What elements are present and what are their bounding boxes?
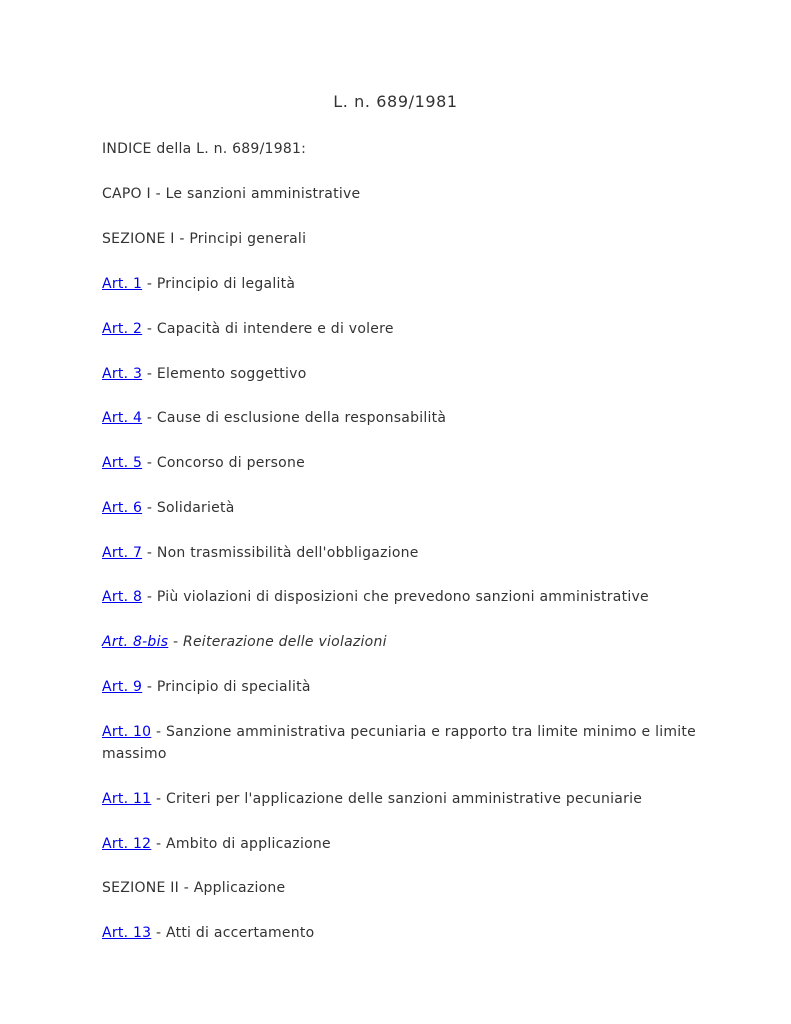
article-link[interactable]: Art. 6 (102, 500, 143, 516)
separator: - (142, 679, 157, 695)
article-link[interactable]: Art. 7 (102, 545, 143, 561)
article-entry (102, 363, 702, 385)
article-title: Ambito di applicazione (166, 836, 331, 852)
article-title: Principio di legalità (156, 276, 296, 292)
article-entry (102, 676, 702, 698)
separator: - (142, 321, 157, 337)
article-title: Reiterazione delle violazioni (182, 634, 387, 650)
separator: - (142, 500, 157, 516)
article-title: Capacità di intendere e di volere (156, 321, 394, 337)
article-title: Non trasmissibilità dell'obbligazione (156, 545, 419, 561)
separator: - (151, 925, 166, 941)
article-title: Sanzione amministrativa pecuniaria e rapporto tra limite minimo e limite massimo (102, 724, 697, 762)
capo-heading (102, 183, 702, 205)
separator: - (142, 545, 157, 561)
sezione-heading (102, 877, 702, 899)
article-link[interactable]: Art. 8-bis (102, 634, 169, 650)
separator: - (142, 410, 157, 426)
index-heading: INDICE della L. n. 689/1981: (102, 141, 307, 157)
article-link[interactable]: Art. 4 (102, 410, 143, 426)
article-entry (102, 833, 702, 855)
article-link[interactable]: Art. 3 (102, 366, 143, 382)
article-title: Solidarietà (156, 500, 235, 516)
document-title: L. n. 689/1981 (333, 92, 458, 111)
sezione-label: SEZIONE II (102, 880, 179, 896)
article-link[interactable]: Art. 8 (102, 589, 143, 605)
article-title: Cause di esclusione della responsabilità (156, 410, 447, 426)
article-link[interactable]: Art. 1 (102, 276, 143, 292)
sezione-title: Principi generali (189, 231, 307, 247)
article-entry (102, 318, 702, 340)
article-title: Più violazioni di disposizioni che prevedono sanzioni amministrative (156, 589, 649, 605)
article-entry (102, 631, 702, 653)
separator: - (150, 186, 166, 202)
article-entry (102, 586, 702, 608)
article-link[interactable]: Art. 11 (102, 791, 152, 807)
article-entry (102, 542, 702, 564)
article-title: Principio di specialità (156, 679, 311, 695)
article-entry (102, 721, 702, 765)
sezione-title: Applicazione (193, 880, 286, 896)
separator: - (142, 366, 157, 382)
separator: - (142, 276, 157, 292)
article-link[interactable]: Art. 10 (102, 724, 152, 740)
article-entry (102, 788, 702, 810)
separator: - (151, 724, 166, 740)
sezione-label: SEZIONE I (102, 231, 175, 247)
separator: - (142, 589, 157, 605)
article-link[interactable]: Art. 5 (102, 455, 143, 471)
capo-label: CAPO I (102, 186, 151, 202)
article-entry (102, 407, 702, 429)
article-entry (102, 273, 702, 295)
separator: - (142, 455, 157, 471)
capo-title: Le sanzioni amministrative (165, 186, 361, 202)
article-link[interactable]: Art. 12 (102, 836, 152, 852)
article-entry (102, 497, 702, 519)
article-link[interactable]: Art. 2 (102, 321, 143, 337)
separator: - (168, 634, 183, 650)
sezione-heading (102, 228, 702, 250)
article-title: Elemento soggettivo (156, 366, 307, 382)
article-link[interactable]: Art. 9 (102, 679, 143, 695)
article-title: Criteri per l'applicazione delle sanzioni amministrative pecuniarie (166, 791, 643, 807)
separator: - (174, 231, 190, 247)
article-entry (102, 452, 702, 474)
separator: - (151, 791, 166, 807)
separator: - (151, 836, 166, 852)
article-title: Concorso di persone (156, 455, 305, 471)
article-title: Atti di accertamento (166, 925, 315, 941)
separator: - (179, 880, 194, 896)
article-entry (102, 922, 702, 944)
article-link[interactable]: Art. 13 (102, 925, 152, 941)
